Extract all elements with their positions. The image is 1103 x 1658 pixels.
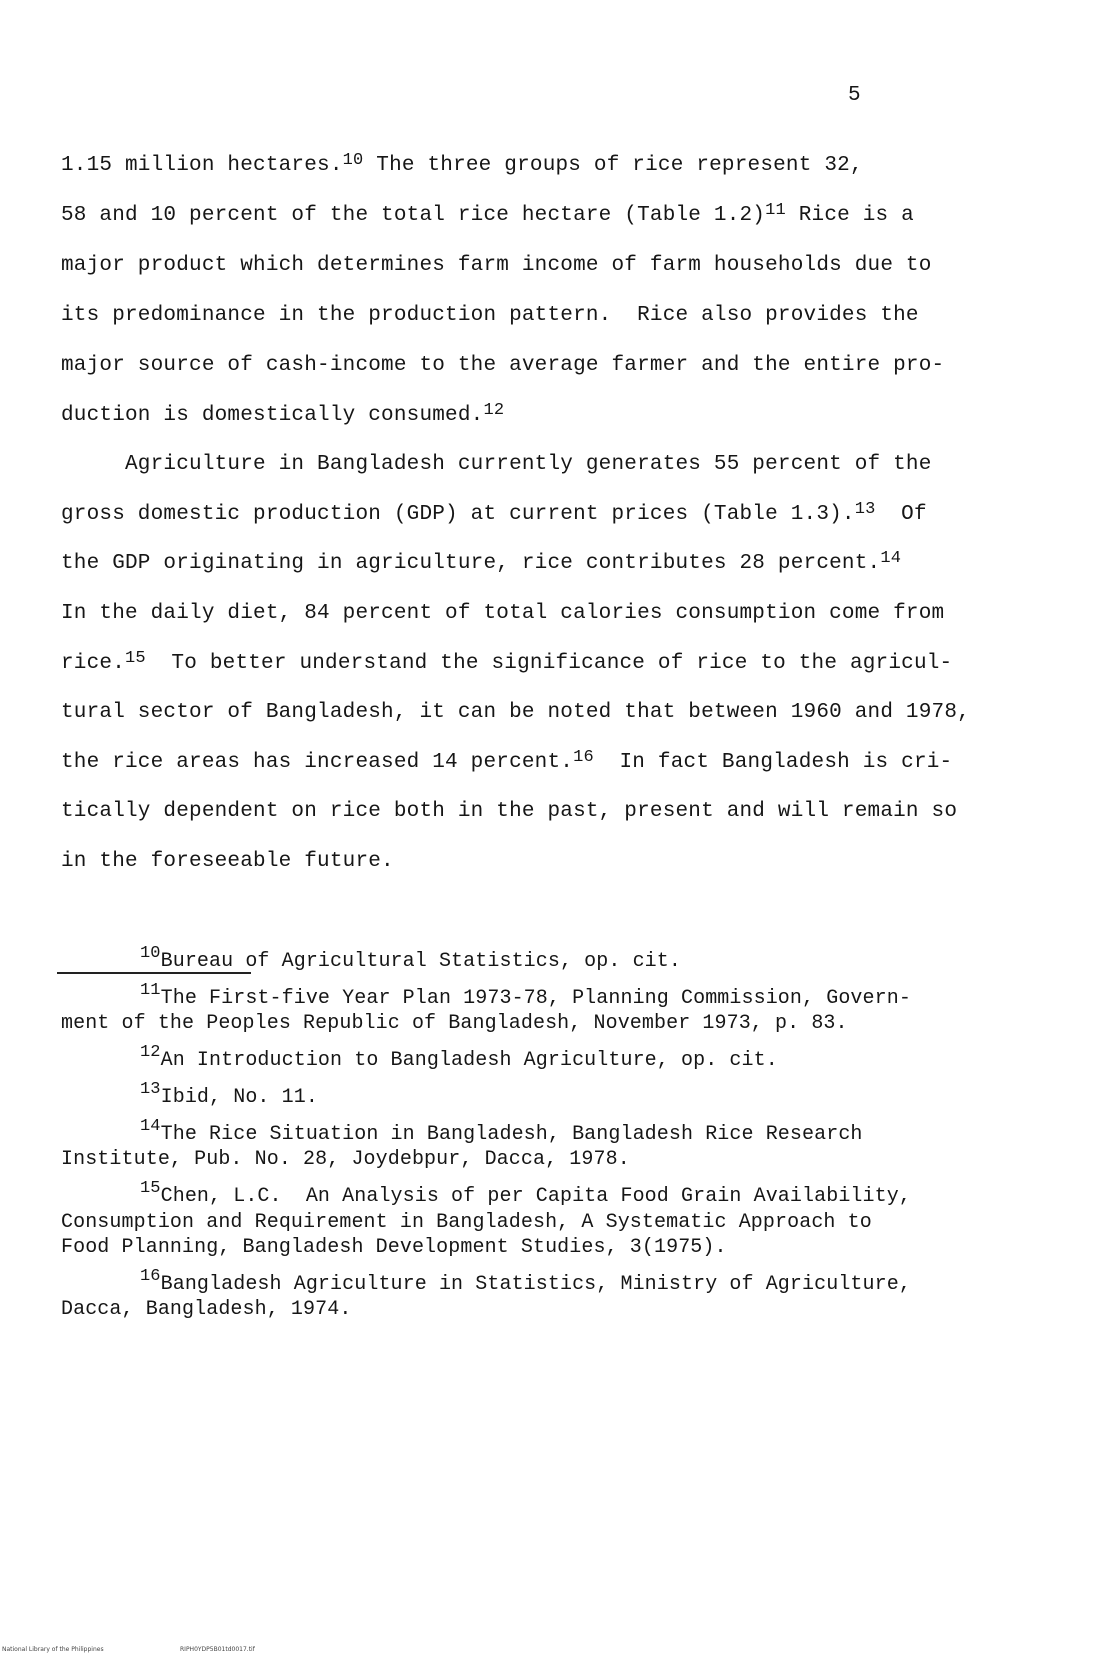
body-line-3: major product which determines farm income of farm households due to bbox=[61, 254, 932, 277]
scan-filename: RIPH0YDP5B01td0017.tif bbox=[180, 1646, 255, 1653]
scan-credit: National Library of the Philippines bbox=[2, 1646, 104, 1653]
footnote-15: $^{15}$Chen, L.C. An Analysis of per Capita Food Grain Availability, bbox=[140, 1179, 911, 1208]
footnote-11: $^{11}$The First-five Year Plan 1973-78, Planning Commission, Govern- bbox=[140, 981, 911, 1010]
body-line-15: in the foreseeable future. bbox=[61, 850, 394, 873]
footnote-10: $^{10}$Bureau of Agricultural Statistics, op. cit. bbox=[140, 944, 681, 973]
body-line-12: tural sector of Bangladesh, it can be noted that between 1960 and 1978, bbox=[61, 701, 970, 724]
footnote-15-cont-1: Consumption and Requirement in Bangladesh, A Systematic Approach to bbox=[61, 1211, 872, 1234]
footnote-13: $^{13}$Ibid, No. 11. bbox=[140, 1080, 318, 1109]
footnote-12: $^{12}$An Introduction to Bangladesh Agriculture, op. cit. bbox=[140, 1043, 778, 1072]
footnote-14: $^{14}$The Rice Situation in Bangladesh, Bangladesh Rice Research bbox=[140, 1117, 863, 1146]
body-line-2: 58 and 10 percent of the total rice hectare (Table 1.2)$^{11}$ Rice is a bbox=[61, 201, 914, 227]
footnote-16-cont: Dacca, Bangladesh, 1974. bbox=[61, 1298, 352, 1321]
body-line-7: Agriculture in Bangladesh currently generates 55 percent of the bbox=[61, 453, 932, 476]
body-line-9: the GDP originating in agriculture, rice contributes 28 percent.$^{14}$ bbox=[61, 549, 902, 575]
body-line-5: major source of cash-income to the average farmer and the entire pro- bbox=[61, 354, 945, 377]
footnote-11-cont: ment of the Peoples Republic of Bangladesh, November 1973, p. 83. bbox=[61, 1012, 848, 1035]
page-number: 5 bbox=[848, 84, 861, 107]
body-line-1: 1.15 million hectares.$^{10}$ The three groups of rice represent 32, bbox=[61, 151, 863, 177]
body-line-6: duction is domestically consumed.$^{12}$ bbox=[61, 401, 505, 427]
body-line-11: rice.$^{15}$ To better understand the significance of rice to the agricul- bbox=[61, 649, 953, 675]
body-line-13: the rice areas has increased 14 percent.$^{16}$ In fact Bangladesh is cri- bbox=[61, 748, 953, 774]
footnote-16: $^{16}$Bangladesh Agriculture in Statistics, Ministry of Agriculture, bbox=[140, 1267, 911, 1296]
body-line-4: its predominance in the production pattern. Rice also provides the bbox=[61, 304, 919, 327]
body-line-10: In the daily diet, 84 percent of total calories consumption come from bbox=[61, 602, 945, 625]
body-line-14: tically dependent on rice both in the past, present and will remain so bbox=[61, 800, 958, 823]
footnote-15-cont-2: Food Planning, Bangladesh Development Studies, 3(1975). bbox=[61, 1236, 727, 1259]
body-line-8: gross domestic production (GDP) at current prices (Table 1.3).$^{13}$ Of bbox=[61, 500, 927, 526]
footnote-14-cont: Institute, Pub. No. 28, Joydebpur, Dacca, 1978. bbox=[61, 1148, 630, 1171]
